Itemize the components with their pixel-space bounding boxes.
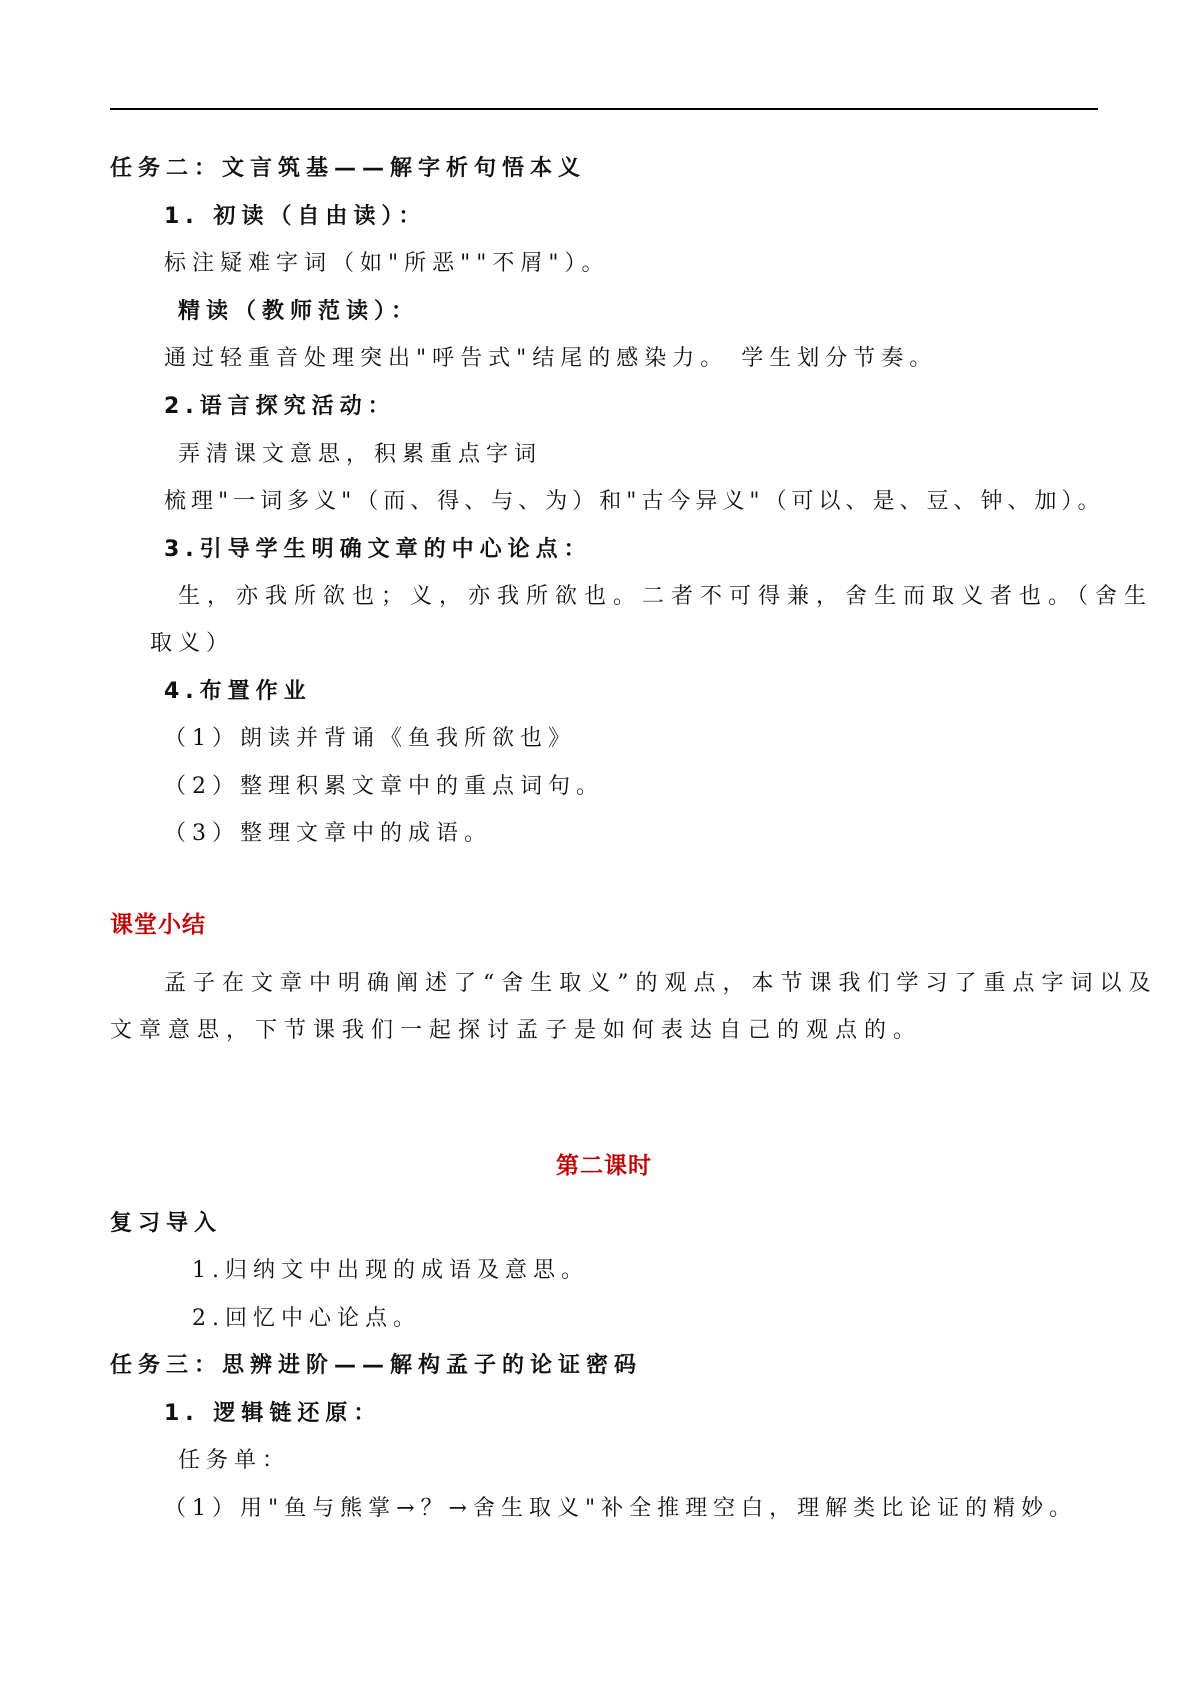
step2-text1: 弄清课文意思，积累重点字词	[178, 442, 543, 467]
task3-title: 任务三：思辨进阶——解构孟子的论证密码	[110, 1353, 643, 1378]
step1-title: 1. 初读（自由读）：	[164, 204, 427, 229]
task2-title: 任务二：文言筑基——解字析句悟本义	[110, 156, 587, 181]
step3-text-line2: 取义）	[150, 631, 235, 656]
review-title: 复习导入	[110, 1211, 223, 1236]
summary-line1: 孟子在文章中明确阐述了“舍生取义”的观点，本节课我们学习了重点字词以及	[164, 971, 1158, 996]
homework-item: （1）朗读并背诵《鱼我所欲也》	[164, 726, 576, 751]
review-item: 1.归纳文中出现的成语及意思。	[192, 1258, 589, 1283]
worksheet-label: 任务单：	[178, 1448, 291, 1473]
task3-step1: 1. 逻辑链还原：	[164, 1401, 382, 1426]
worksheet-item: （1）用"鱼与熊掌→？→舍生取义"补全推理空白，理解类比论证的精妙。	[164, 1496, 1078, 1521]
read-text: 通过轻重音处理突出"呼告式"结尾的感染力。 学生划分节奏。	[164, 346, 938, 371]
review-item: 2.回忆中心论点。	[192, 1306, 421, 1331]
homework-item: （2）整理积累文章中的重点词句。	[164, 774, 604, 799]
step2-text2: 梳理"一词多义"（而、得、与、为）和"古今异义"（可以、是、豆、钟、加）。	[164, 489, 1105, 514]
step3-text-line1: 生，亦我所欲也；义，亦我所欲也。二者不可得兼，舍生而取义者也。（舍生	[178, 584, 1154, 609]
lesson2-heading: 第二课时	[556, 1153, 652, 1179]
step1-text: 标注疑难字词（如"所恶""不屑"）。	[164, 251, 610, 276]
summary-line2: 文章意思，下节课我们一起探讨孟子是如何表达自己的观点的。	[110, 1018, 923, 1043]
step2-title: 2.语言探究活动：	[164, 394, 396, 419]
step3-title: 3.引导学生明确文章的中心论点：	[164, 537, 592, 562]
homework-item: （3）整理文章中的成语。	[164, 821, 492, 846]
read-title: 精读（教师范读）：	[178, 299, 420, 324]
summary-heading: 课堂小结	[110, 912, 206, 938]
step4-title: 4.布置作业	[164, 679, 312, 704]
header-rule	[110, 108, 1098, 110]
